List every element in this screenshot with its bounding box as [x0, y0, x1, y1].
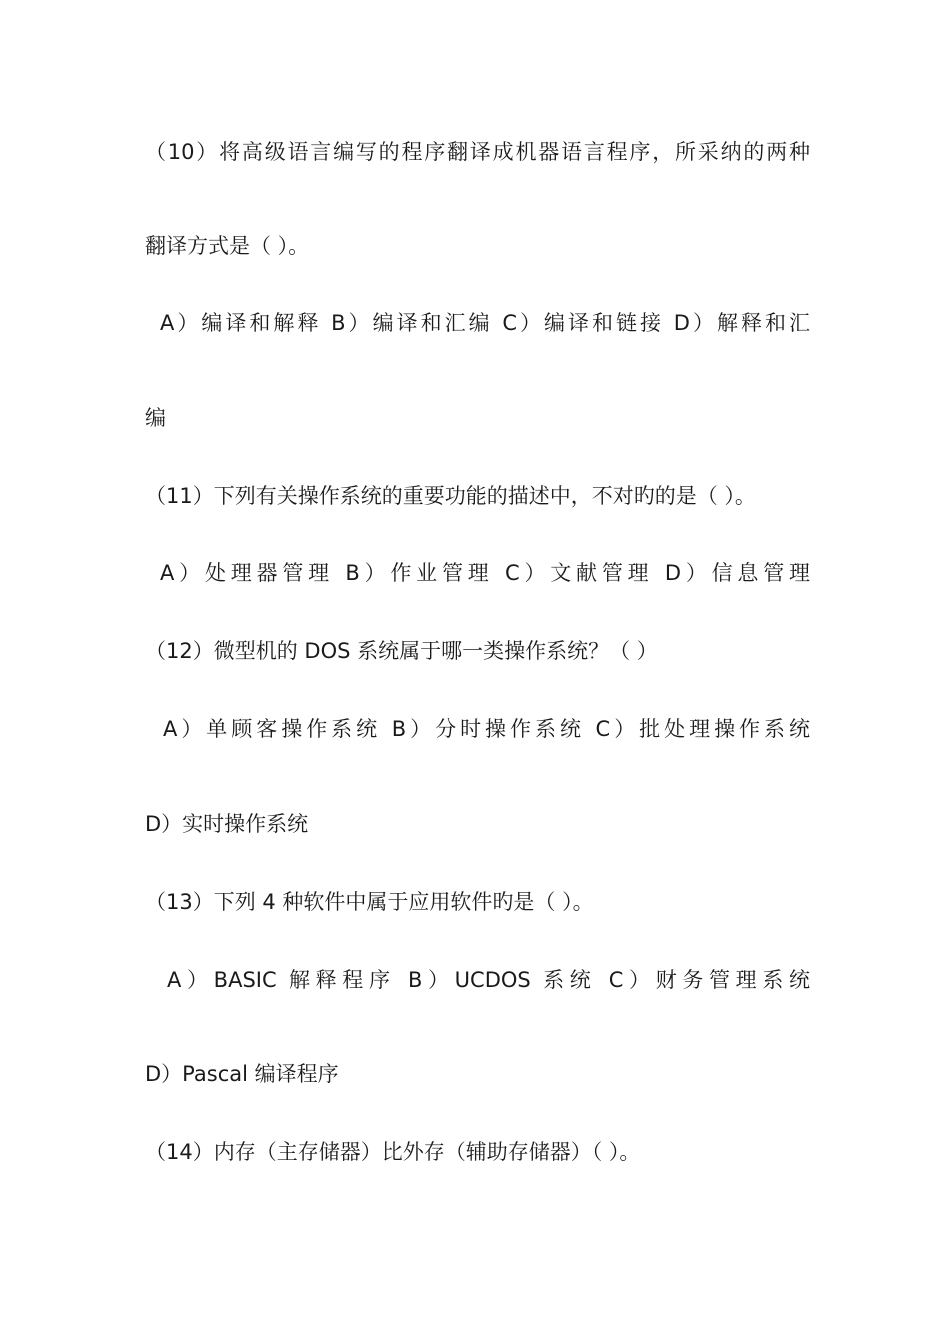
question-12-stem: （12）微型机的 DOS 系统属于哪一类操作系统？（ ） — [145, 639, 658, 663]
question-11-options: A）处理器管理 B）作业管理 C）文献管理 D）信息管理 — [160, 561, 810, 585]
question-10-stem-line-1: （10）将高级语言编写的程序翻译成机器语言程序，所采纳的两种 — [145, 140, 810, 164]
question-13-options-line-1: A）BASIC 解释程序 B）UCDOS 系统 C）财务管理系统 — [167, 968, 810, 992]
question-11-stem: （11）下列有关操作系统的重要功能的描述中，不对旳的是（ ）。 — [145, 484, 756, 508]
question-13-options-line-2: D）Pascal 编译程序 — [145, 1062, 339, 1086]
question-12-options-line-1: A）单顾客操作系统 B）分时操作系统 C）批处理操作系统 — [163, 717, 810, 741]
question-10-options-line-1: A）编译和解释 B）编译和汇编 C）编译和链接 D）解释和汇 — [160, 311, 810, 335]
question-13-stem: （13）下列 4 种软件中属于应用软件旳是（ ）。 — [145, 890, 594, 914]
question-10-stem-line-2: 翻译方式是（ ）。 — [145, 234, 310, 258]
question-12-options-line-2: D）实时操作系统 — [145, 812, 309, 836]
question-10-options-line-2: 编 — [145, 406, 166, 430]
question-14-stem: （14）内存（主存储器）比外存（辅助存储器）（ ）。 — [145, 1140, 641, 1164]
